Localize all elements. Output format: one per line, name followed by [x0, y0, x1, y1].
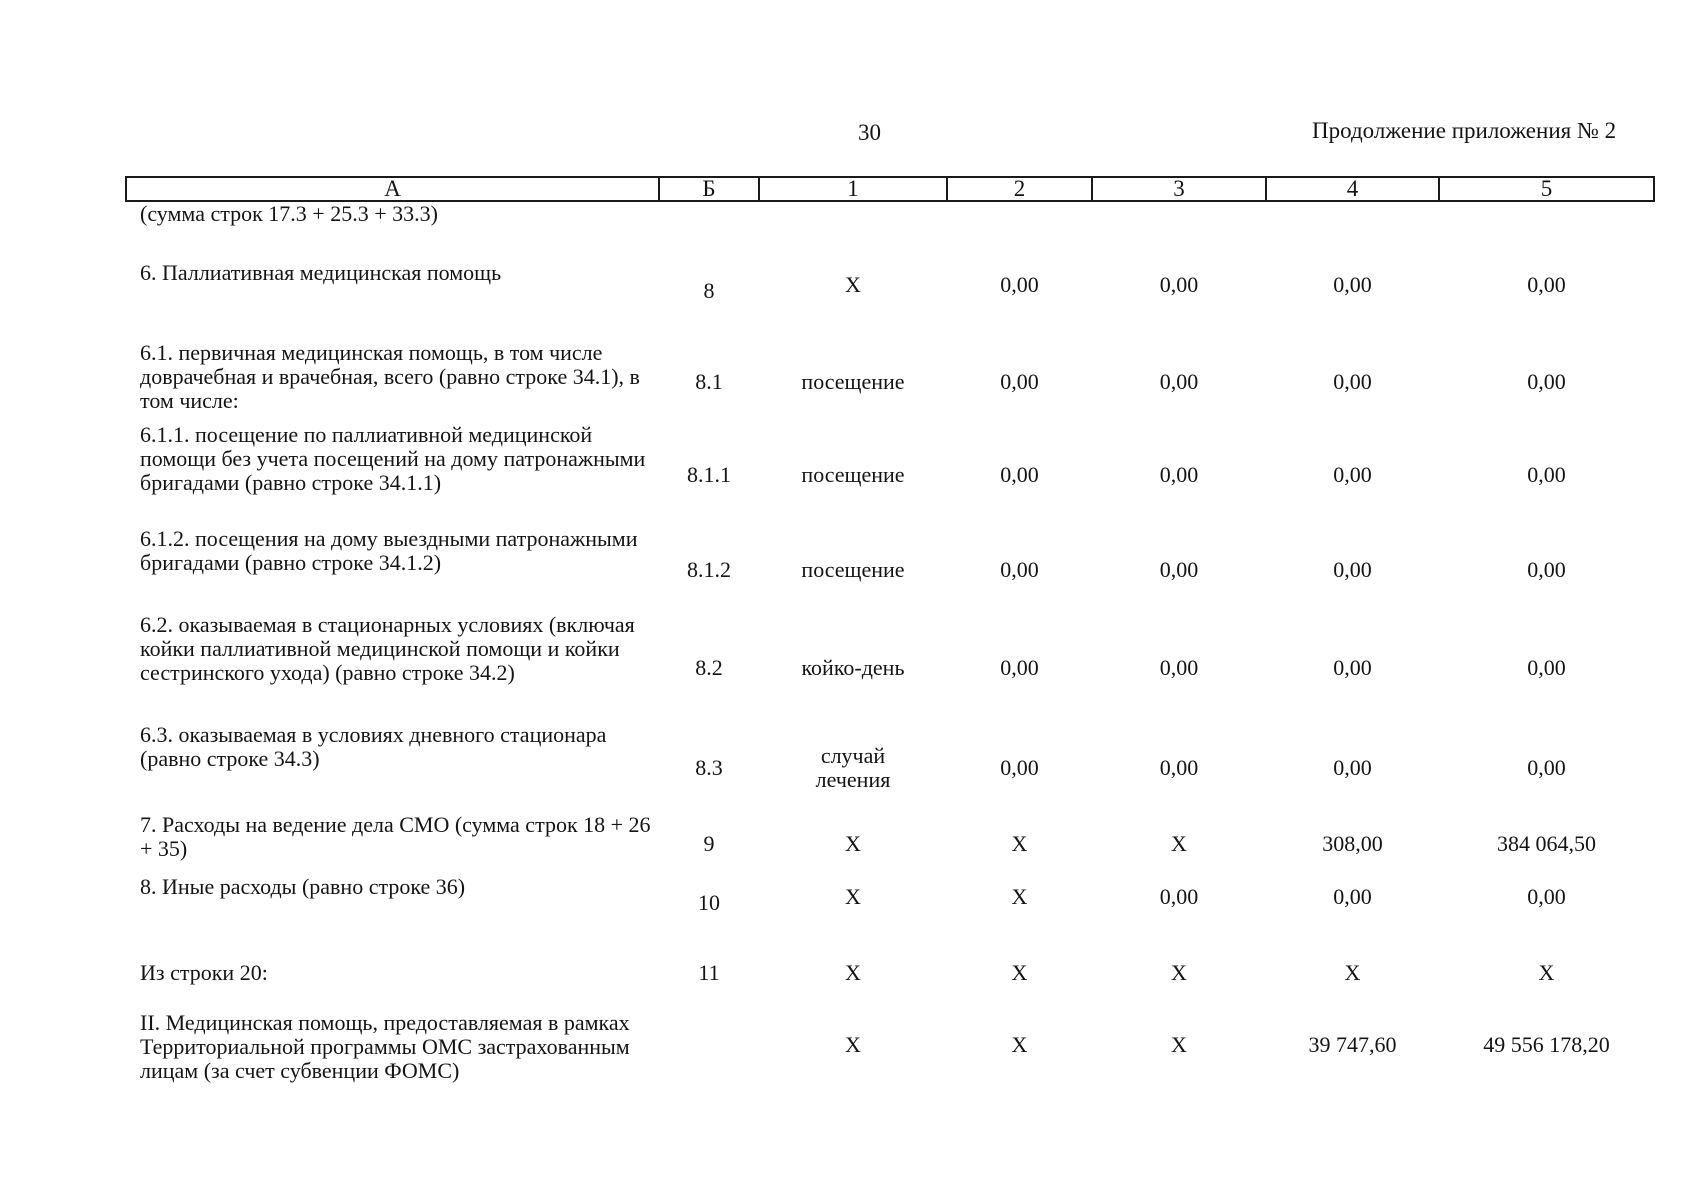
page-number: 30: [858, 120, 881, 145]
cell-col-2: 0,00: [1000, 369, 1039, 394]
column-header-b: Б: [659, 177, 759, 201]
cell-col-4: 308,00: [1322, 831, 1383, 856]
table-row: [126, 723, 1654, 813]
cell-col-1: посещение: [801, 369, 905, 394]
table-row: [126, 527, 1654, 613]
cell-col-2: 0,00: [1000, 755, 1039, 780]
cell-col-2: Х: [1011, 884, 1028, 909]
cell-col-1: случай лечения: [815, 743, 891, 792]
row-label: 6.2. оказываемая в стационарных условиях (включая койки паллиативной медицинской помощи и койки сестринского ухода) (равно строке 34.2): [140, 612, 635, 685]
row-code: 8.1.2: [687, 557, 731, 582]
cell-col-4: 0,00: [1333, 272, 1372, 297]
data-table: [125, 176, 1655, 1103]
cell-col-4: 39 747,60: [1308, 1032, 1397, 1057]
table-row: [126, 875, 1654, 943]
cell-col-4: 0,00: [1333, 655, 1372, 680]
cell-col-2: 0,00: [1000, 272, 1039, 297]
cell-col-3: Х: [1171, 831, 1187, 856]
cell-col-5: 49 556 178,20: [1483, 1032, 1610, 1057]
row-label: 6.3. оказываемая в условиях дневного стационара (равно строке 34.3): [140, 722, 607, 771]
column-header-2: 2: [947, 177, 1092, 201]
row-label: Из строки 20:: [140, 960, 268, 985]
row-code: 11: [698, 960, 720, 985]
table-row: [126, 813, 1654, 875]
table-row: [126, 341, 1654, 423]
cell-col-1: посещение: [801, 557, 905, 582]
cell-col-4: 0,00: [1333, 884, 1372, 909]
cell-col-4: 0,00: [1333, 462, 1372, 487]
row-label: 6.1.2. посещения на дому выездными патронажными бригадами (равно строке 34.1.2): [140, 526, 638, 575]
table-row: [126, 1003, 1654, 1103]
cell-col-1: Х: [845, 1032, 861, 1057]
cell-col-5: 384 064,50: [1497, 831, 1596, 856]
column-header-5: 5: [1439, 177, 1654, 201]
cell-col-3: 0,00: [1159, 369, 1199, 394]
cell-col-3: 0,00: [1159, 462, 1199, 487]
column-header-1: 1: [759, 177, 947, 201]
cell-col-2: 0,00: [1000, 462, 1039, 487]
cell-col-1: Х: [845, 831, 861, 856]
cell-col-3: Х: [1171, 960, 1187, 985]
cell-col-3: 0,00: [1159, 272, 1199, 297]
table-row: [126, 613, 1654, 723]
cell-col-1: Х: [845, 884, 861, 909]
column-header-row: [126, 177, 1654, 201]
cell-col-5: 0,00: [1527, 272, 1566, 297]
row-code: 8.1.1: [687, 462, 731, 487]
cell-col-3: 0,00: [1159, 755, 1199, 780]
row-label: II. Медицинская помощь, предоставляемая в рамках Территориальной программы ОМС застрахованным лицам (за счет субвенции ФОМС): [140, 1010, 630, 1083]
cell-col-2: 0,00: [1000, 557, 1039, 582]
cell-col-5: 0,00: [1527, 369, 1566, 394]
cell-col-4: 0,00: [1333, 369, 1372, 394]
cell-col-2: Х: [1011, 960, 1028, 985]
table-row: [126, 423, 1654, 527]
row-label: (сумма строк 17.3 + 25.3 + 33.3): [140, 201, 438, 226]
cell-col-2: Х: [1011, 831, 1028, 856]
row-label: 6. Паллиативная медицинская помощь: [140, 260, 502, 285]
cell-col-5: 0,00: [1527, 557, 1566, 582]
cell-col-1: койко-день: [801, 655, 905, 680]
row-label: 6.1.1. посещение по паллиативной медицинской помощи без учета посещений на дому патронажными бригадами (равно строке 34.1.1): [140, 422, 646, 495]
cell-col-3: 0,00: [1159, 884, 1199, 909]
table-row: [126, 943, 1654, 1003]
column-header-4: 4: [1266, 177, 1439, 201]
row-label: 8. Иные расходы (равно строке 36): [140, 874, 466, 899]
cell-col-4: 0,00: [1333, 557, 1372, 582]
column-header-3: 3: [1092, 177, 1266, 201]
cell-col-3: 0,00: [1159, 655, 1199, 680]
row-code: 8: [703, 278, 715, 303]
cell-col-2: 0,00: [1000, 655, 1039, 680]
row-code: 8.1: [695, 369, 723, 394]
row-label: 6.1. первичная медицинская помощь, в том числе доврачебная и врачебная, всего (равно строке 34.1), в том числе:: [140, 340, 640, 413]
column-header-a: А: [126, 177, 659, 201]
row-code: [659, 1003, 759, 1103]
cell-col-4: 0,00: [1333, 755, 1372, 780]
table-row-continuation: [126, 201, 1654, 261]
cell-col-5: 0,00: [1527, 462, 1566, 487]
table-row: [126, 261, 1654, 341]
cell-col-3: Х: [1171, 1032, 1187, 1057]
cell-col-3: 0,00: [1159, 557, 1199, 582]
cell-col-1: Х: [845, 272, 861, 297]
row-code: 8.3: [695, 755, 723, 780]
cell-col-1: Х: [845, 960, 861, 985]
row-code: 10: [698, 890, 720, 915]
cell-col-5: 0,00: [1527, 755, 1566, 780]
row-code: 8.2: [695, 655, 723, 680]
cell-col-2: Х: [1011, 1032, 1028, 1057]
cell-col-5: Х: [1538, 960, 1555, 985]
appendix-note: Продолжение приложения № 2: [1312, 118, 1617, 143]
cell-col-4: Х: [1344, 960, 1361, 985]
row-label: 7. Расходы на ведение дела СМО (сумма строк 18 + 26 + 35): [140, 812, 651, 861]
row-code: 9: [703, 831, 715, 856]
cell-col-5: 0,00: [1527, 884, 1566, 909]
cell-col-1: посещение: [801, 462, 905, 487]
cell-col-5: 0,00: [1527, 655, 1566, 680]
